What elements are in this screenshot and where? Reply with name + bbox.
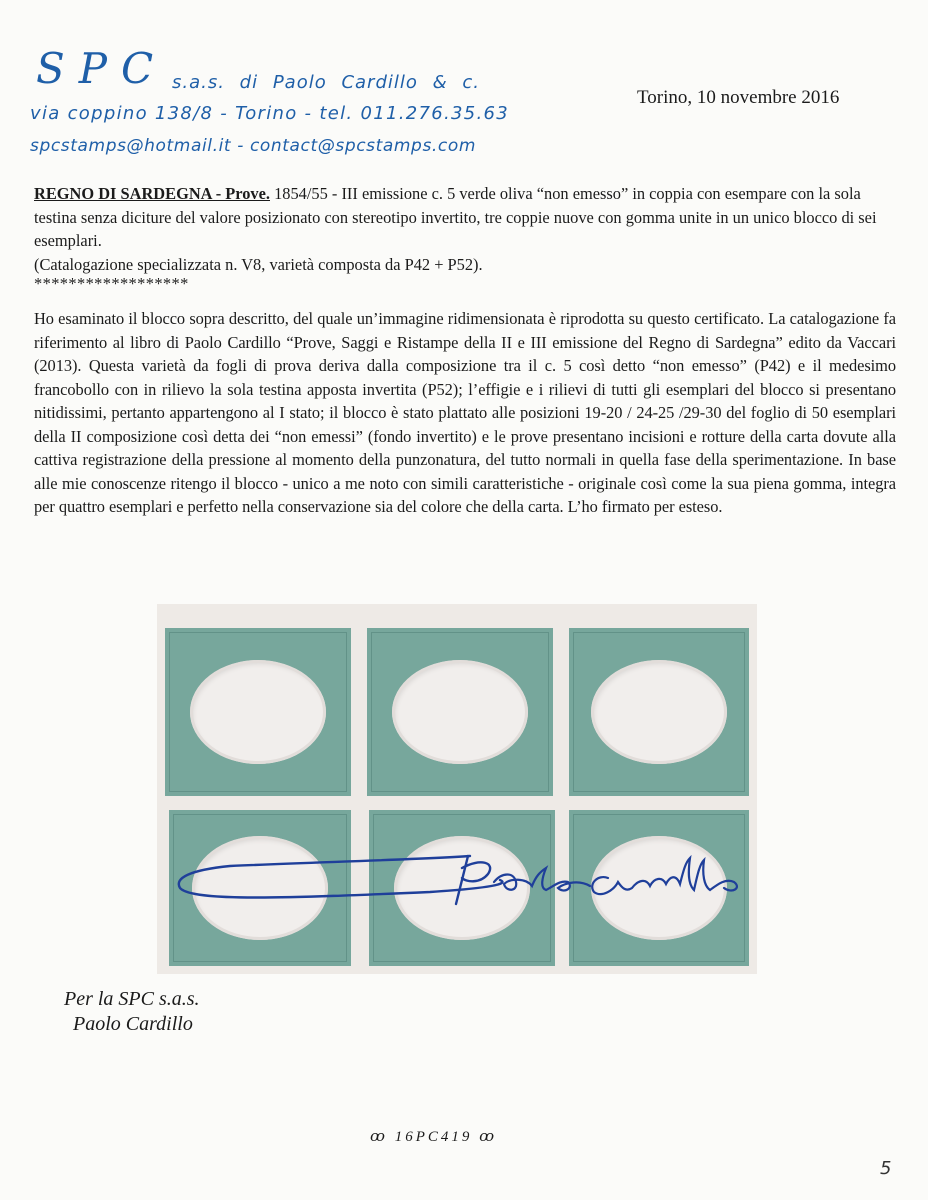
embossed-head xyxy=(591,660,727,764)
expert-opinion: Ho esaminato il blocco sopra descritto, del quale un’immagine ridimensionata è riprodotta su questo certificato. La catalogazione fa riferimento al libro di Paolo Cardillo “Prove, Saggi e Ristampe della II e III emissione del Regno di Sardegna” edito da Vaccari (2013). Questa varietà da fogli di prova deriva dalla composizione tra il c. 5 così detto “non emesso” (P42) e il medesimo francobollo con in rilievo la sola testina apposta invertita (P52); l’effigie e i rilievi di tutti gli esemplari del blocco si presentano nitidissimi, pertanto appartengono al I stato; il blocco è stato plattato alle posizioni 19-20 / 24-25 /29-30 del foglio di 50 esemplari della II composizione così detta dei “non emessi” (fondo invertito) e le prove presentano incisioni e rotture della carta dovute alla cattiva registrazione della pressione al momento della punzonatura, del tutto normali in quella fase della sperimentazione. In base alle mie conoscenze ritengo il blocco - unico a me noto con simili caratteristiche - originale così come la sua piena gomma, integra per quattro esemplari e perfetto nella conservazione sia del colore che della carta. L’ho firmato per esteso. xyxy=(34,309,896,516)
catalog-reference: (Catalogazione specializzata n. V8, varietà composta da P42 + P52). xyxy=(34,254,483,274)
signature-for-label: Per la SPC s.a.s. xyxy=(64,988,200,1010)
stamp-description xyxy=(34,182,896,296)
page-mark: 5 xyxy=(880,1158,892,1179)
signature-name: Paolo Cardillo xyxy=(73,1013,193,1035)
company-name: s.a.s. di Paolo Cardillo & c. xyxy=(172,72,480,93)
embossed-head xyxy=(392,660,528,764)
certificate-serial: ꝏ 16PC419 ꝏ xyxy=(370,1129,498,1145)
company-address: via coppino 138/8 - Torino - tel. 011.276.35.63 xyxy=(30,103,510,124)
company-contacts: spcstamps@hotmail.it - contact@spcstamps.com xyxy=(30,136,477,156)
separator-stars: ****************** xyxy=(34,274,189,293)
stamp-top-right xyxy=(569,628,749,796)
embossed-head xyxy=(190,660,326,764)
stamp-top-center xyxy=(367,628,553,796)
certificate-date: Torino, 10 novembre 2016 xyxy=(637,87,840,108)
description-text: 1854/55 - III emissione c. 5 verde oliva “non emesso” in coppia con esempare con la sola testina senza diciture del valore posizionato con stereotipo invertito, tre coppie nuove con gomma unite in un unico blocco di sei esemplari. xyxy=(34,184,877,250)
stamp-top-left xyxy=(165,628,351,796)
description-heading: REGNO DI SARDEGNA - Prove. xyxy=(34,184,270,203)
handwritten-signature xyxy=(170,832,870,922)
company-logo: SPC xyxy=(36,44,168,93)
